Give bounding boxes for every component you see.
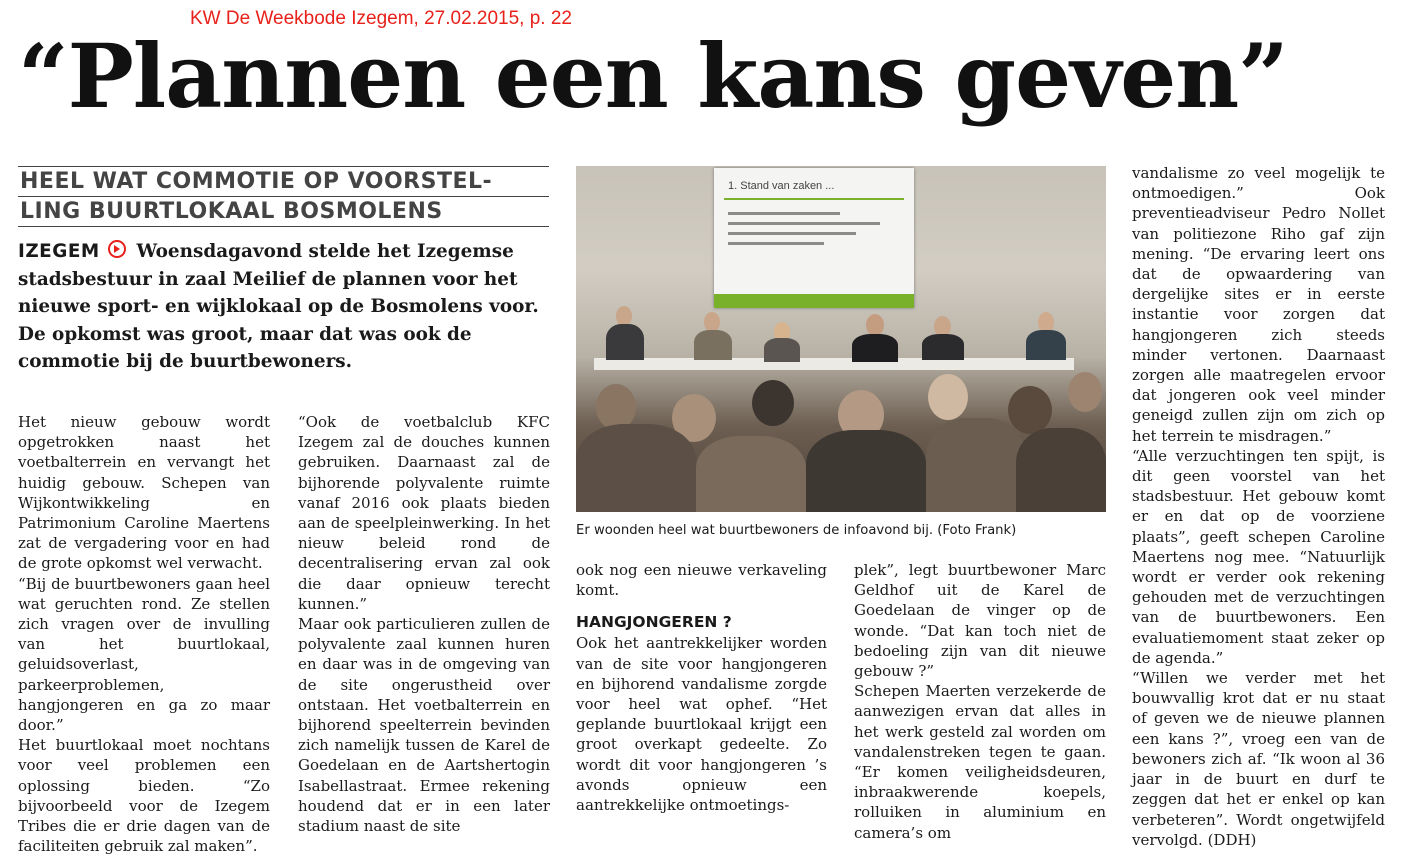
- paragraph: plek”, legt buurtbewoner Marc Geldhof uit de Karel de Goedelaan de vinger op de wonde. “Dat kan toch niet de bedoeling zijn van dit nieuwe gebouw ?”: [854, 561, 1106, 681]
- kicker-line-1: HEEL WAT COMMOTIE OP VOORSTEL-: [20, 169, 493, 194]
- paragraph: ook nog een nieuwe verkaveling komt.: [576, 561, 827, 600]
- panel-table: [594, 358, 1074, 370]
- lead-text: Woensdagavond stelde het Izegemse stadsbestuur in zaal Meilief de plannen voor het nieuwe sport- en wijklokaal op de Bosmolens voor. De opkomst was groot, maar dat was ook de commotie bij de buurtbewoners.: [18, 241, 539, 372]
- source-line: KW De Weekbode Izegem, 27.02.2015, p. 22: [190, 8, 572, 29]
- kicker-line-2: LING BUURTLOKAAL BOSMOLENS: [20, 199, 443, 224]
- paragraph: vandalisme zo veel mogelijk te ontmoedigen.” Ook preventieadviseur Pedro Nollet van politiezone Riho gaf zijn mening. “De ervaring leert ons dat de opwaardering van dergelijke sites er in eerste instantie voor zorgen dat hangjongeren zich steeds minder vertonen. Daarnaast zorgen alle maatregelen ervoor dat jongeren ook veel minder geneigd zullen zijn om zich op het terrein te misdragen.”: [1132, 164, 1385, 445]
- article-column-3: [576, 560, 827, 815]
- subheading: HANGJONGEREN ?: [576, 613, 732, 632]
- paragraph: Het nieuw gebouw wordt opgetrokken naast het voetbalterrein en vervangt het huidig gebouw. Schepen van Wijkontwikkeling en Patrimonium Caroline Maertens zat de vergadering voor en had de grote opkomst wel verwacht.: [18, 413, 270, 573]
- lead-paragraph: [18, 238, 549, 376]
- article-column-5: [1132, 163, 1385, 850]
- paragraph: “Willen we verder met het bouwvallig krot dat er nu staat of geven we de nieuwe plannen een kans ?”, vroeg een van de bewoners zich af. “Ik woon al 36 jaar in de buurt en durf te zeggen dat het er enkel op kan verbeteren”. Wordt ongetwijfeld vervolgd. (DDH): [1132, 669, 1385, 849]
- article-column-1: [18, 412, 270, 856]
- kicker: [18, 166, 549, 227]
- projection-screen: [714, 168, 914, 308]
- paragraph: “Bij de buurtbewoners gaan heel wat geruchten rond. Ze stellen zich vragen over de invulling van het buurtlokaal, geluidsoverlast, parkeerproblemen, hangjongeren en ga zo maar door.”: [18, 574, 270, 735]
- paragraph: Het buurtlokaal moet nochtans voor veel problemen een oplossing bieden. “Zo bijvoorbeeld voor de Izegem Tribes die er drie dagen van de faciliteiten gebruik zal maken”.: [18, 736, 270, 856]
- paragraph: Maar ook particulieren zullen de polyvalente zaal kunnen huren en daar was in de omgeving van de site ongerustheid over ontstaan. Het voetbalterrein en bijhorend speelterrein bevinden zich namelijk tussen de Karel de Goedelaan en de Aartshertogin Isabellastraat. Ermee rekening houdend dat er in een later stadium naast de site: [298, 615, 550, 836]
- paragraph: “Ook de voetbalclub KFC Izegem zal de douches kunnen gebruiken. Daarnaast zal de bijhorende polyvalente ruimte vanaf 2016 ook plaats bieden aan de speelpleinwerking. In het nieuw beleid rond de decentralisering ervan zal ook die daar opnieuw terecht kunnen.”: [298, 413, 550, 613]
- paragraph: Schepen Maerten verzekerde de aanwezigen ervan dat alles in het werk gesteld zal worden om vandalenstreken tegen te gaan. “Er komen veiligheidsdeuren, inbraakwerende koepels, rolluiken in aluminium en camera’s om: [854, 682, 1106, 842]
- dateline-place: IZEGEM: [18, 241, 100, 262]
- article-column-2: [298, 412, 550, 836]
- event-photo: [576, 166, 1106, 512]
- slide-title: 1. Stand van zaken ...: [728, 180, 835, 192]
- paragraph: Ook het aantrekkelijker worden van de site voor hangjongeren en bijhorend vandalisme zorgde voor heel wat ophef. “Het geplande buurtlokaal krijgt een groot overkapt gedeelte. Zo wordt dit voor hangjongeren ’s avonds opnieuw een aantrekkelijke ontmoetings-: [576, 634, 827, 815]
- article-column-4: [854, 560, 1106, 843]
- photo-caption: Er woonden heel wat buurtbewoners de infoavond bij. (Foto Frank): [576, 523, 1017, 538]
- headline: “Plannen een kans geven”: [18, 24, 1288, 128]
- paragraph: “Alle verzuchtingen ten spijt, is dit geen voorstel van het stadsbestuur. Het gebouw komt er en dat op de voorziene plaats”, geeft schepen Caroline Maertens nog mee. “Natuurlijk wordt er verder ook rekening gehouden met de verzuchtingen van de buurtbewoners. Een evaluatiemoment staat zeker op de agenda.”: [1132, 446, 1385, 667]
- play-arrow-icon: [108, 240, 126, 258]
